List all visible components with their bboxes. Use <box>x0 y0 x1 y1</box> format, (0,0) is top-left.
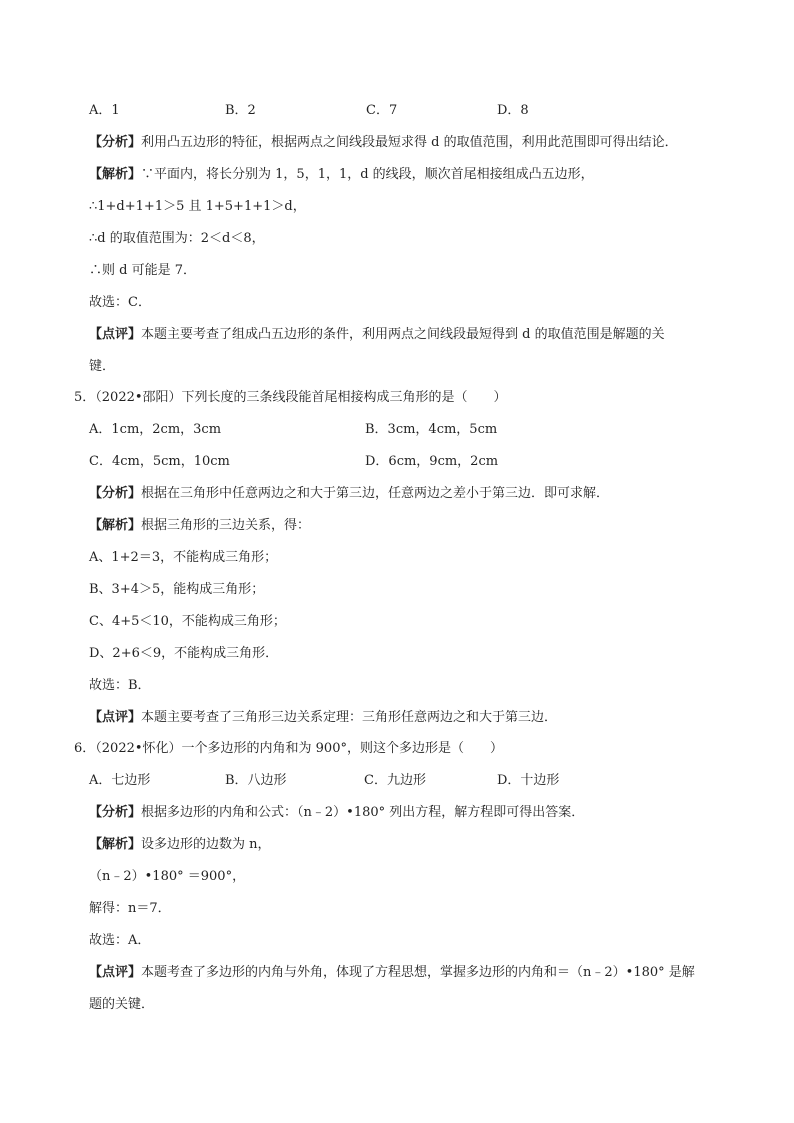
q6-analysis <box>89 803 734 823</box>
q4-solution-line: ∵平面内，将长分别为 1，5，1，1，d 的线段，顺次首尾相接组成凸五边形， <box>141 167 594 182</box>
q5-option-c: C．4cm，5cm，10cm <box>89 454 230 469</box>
q6-solution-line: 解得：n＝7． <box>89 901 171 916</box>
q6-option-c: C．九边形 <box>364 773 426 788</box>
q5-solution-line: C、4+5＜10，不能构成三角形； <box>89 614 286 629</box>
q6-options <box>89 771 734 791</box>
q6-option-b: B．八边形 <box>225 773 287 788</box>
analysis-tag: 【分析】 <box>89 135 142 150</box>
q4-answer: 故选：C． <box>89 295 151 310</box>
q4-analysis <box>89 133 734 153</box>
q5-solution-line: B、3+4＞5，能构成三角形； <box>89 582 265 597</box>
q5-comment <box>89 708 734 728</box>
analysis-tag: 【分析】 <box>89 486 142 501</box>
q5-options-row-1 <box>89 420 734 440</box>
q6-option-d: D．十边形 <box>497 773 560 788</box>
q5-comment-text: 本题主要考查了三角形三边关系定理：三角形任意两边之和大于第三边． <box>141 710 558 725</box>
q5-options-row-2 <box>89 452 734 472</box>
q6-solution-line: （n﹣2）•180° ＝900°， <box>89 869 246 884</box>
q5-analysis-text: 根据在三角形中任意两边之和大于第三边，任意两边之差小于第三边．即可求解． <box>141 486 610 501</box>
q4-comment-text: 本题主要考查了组成凸五边形的条件，利用两点之间线段最短得到 d 的取值范围是解题的关 <box>141 327 665 342</box>
comment-tag: 【点评】 <box>89 327 142 342</box>
q5-solution-text: 根据三角形的三边关系，得： <box>141 518 311 533</box>
q4-option-b: B．2 <box>225 103 256 118</box>
q6-comment-text: 题的关键． <box>89 997 155 1012</box>
q4-option-a: A．1 <box>89 103 120 118</box>
q4-solution <box>89 165 734 185</box>
q5-solution <box>89 516 734 536</box>
solution-tag: 【解析】 <box>89 518 142 533</box>
q5-option-b: B．3cm，4cm，5cm <box>365 422 498 437</box>
comment-tag: 【点评】 <box>89 710 142 725</box>
q6-question: 6．（2022•怀化）一个多边形的内角和为 900°，则这个多边形是（ ） <box>74 741 503 756</box>
comment-tag: 【点评】 <box>89 965 142 980</box>
q6-analysis-text: 根据多边形的内角和公式：（n﹣2）•180° 列出方程，解方程即可得出答案． <box>141 805 585 820</box>
q6-solution <box>89 835 734 855</box>
solution-tag: 【解析】 <box>89 167 142 182</box>
q5-question: 5．（2022•邵阳）下列长度的三条线段能首尾相接构成三角形的是（ ） <box>74 390 507 405</box>
q4-options <box>89 101 734 121</box>
q5-option-d: D．6cm，9cm，2cm <box>365 454 499 469</box>
q5-solution-line: A、1+2＝3，不能构成三角形； <box>89 550 278 565</box>
solution-tag: 【解析】 <box>89 837 142 852</box>
q4-option-c: C．7 <box>366 103 398 118</box>
q6-answer: 故选：A． <box>89 933 151 948</box>
q4-comment <box>89 325 734 345</box>
q4-solution-line: ∴d 的取值范围为：2＜d＜8， <box>89 231 265 246</box>
q5-solution-line: D、2+6＜9，不能构成三角形． <box>89 646 279 661</box>
q6-solution-text: 设多边形的边数为 n， <box>141 837 271 852</box>
q4-option-d: D．8 <box>497 103 529 118</box>
q5-analysis <box>89 484 734 504</box>
q4-comment-text: 键． <box>89 359 116 374</box>
q5-option-a: A．1cm，2cm，3cm <box>89 422 222 437</box>
analysis-tag: 【分析】 <box>89 805 142 820</box>
q4-solution-line: ∴则 d 可能是 7． <box>89 263 196 278</box>
q6-option-a: A．七边形 <box>89 773 151 788</box>
q5-answer: 故选：B． <box>89 678 151 693</box>
q6-comment-text: 本题考查了多边形的内角与外角，体现了方程思想，掌握多边形的内角和＝（n﹣2）•180° 是解 <box>141 965 695 980</box>
q4-analysis-text: 利用凸五边形的特征，根据两点之间线段最短求得 d 的取值范围，利用此范围即可得出结论． <box>141 135 678 150</box>
q4-solution-line: ∴1+d+1+1＞5 且 1+5+1+1＞d， <box>89 199 306 214</box>
q6-comment <box>89 963 734 983</box>
